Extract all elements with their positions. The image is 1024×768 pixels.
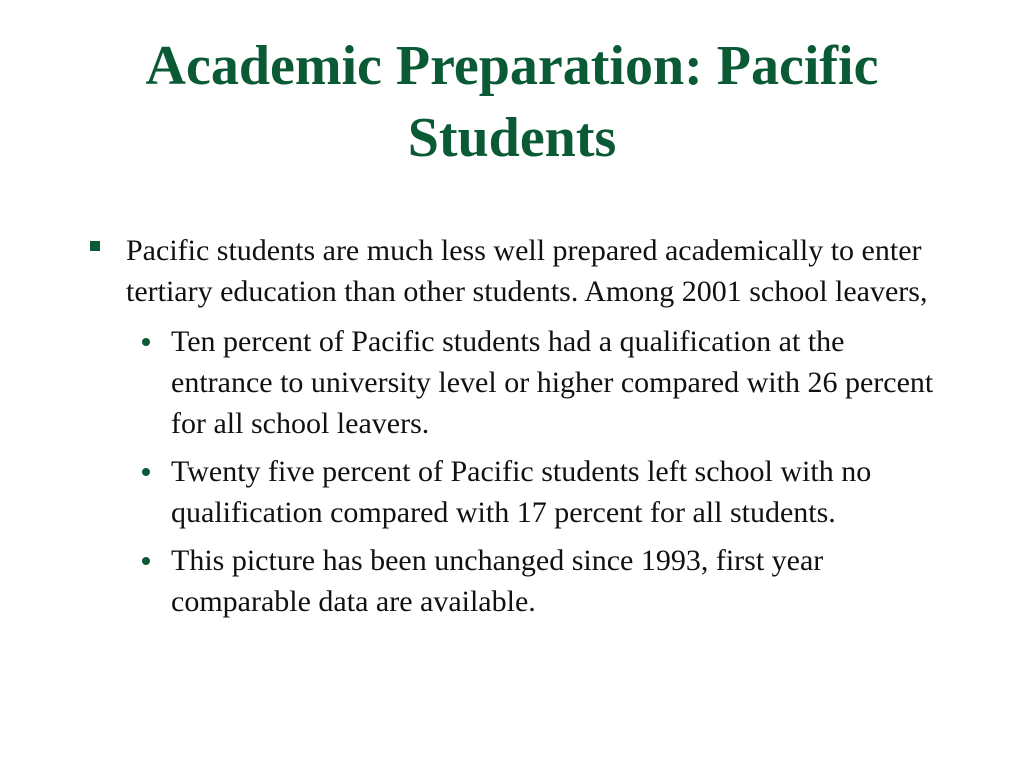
sub-bullet-item	[134, 321, 938, 444]
slide-title-line-1: Academic Preparation: Pacific	[145, 35, 879, 97]
square-bullet-icon	[90, 241, 100, 251]
sub-bullet-text: Ten percent of Pacific students had a qualification at the entrance to university level or higher compared with 26 percent for all school leavers.	[171, 325, 934, 440]
slide-title	[60, 30, 964, 174]
dot-bullet-icon	[142, 338, 150, 346]
bullet-list	[88, 230, 938, 629]
sub-bullet-list	[88, 321, 938, 622]
dot-bullet-icon	[142, 557, 150, 565]
sub-bullet-item	[134, 451, 938, 533]
main-bullet-item	[88, 230, 938, 312]
sub-bullet-text: Twenty five percent of Pacific students left school with no qualification compared with 17 percent for all students.	[171, 455, 872, 529]
dot-bullet-icon	[142, 468, 150, 476]
sub-bullet-text: This picture has been unchanged since 1993, first year comparable data are available.	[171, 544, 824, 618]
main-bullet-text: Pacific students are much less well prepared academically to enter tertiary education than other students. Among 2001 school leavers,	[126, 234, 928, 308]
slide-title-line-2: Students	[407, 107, 617, 169]
sub-bullet-item	[134, 540, 938, 622]
